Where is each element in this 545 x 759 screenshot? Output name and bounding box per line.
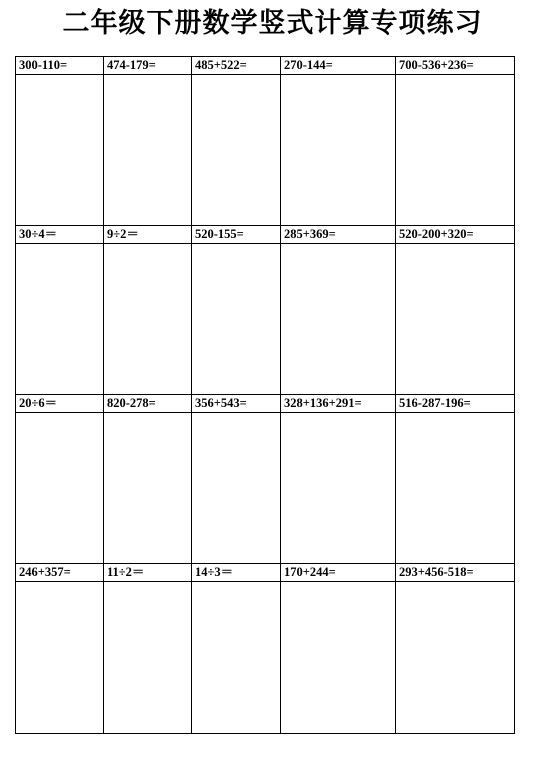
problem-cell[interactable] [281,564,396,733]
problem-cell[interactable] [396,57,514,226]
work-area[interactable] [192,413,280,563]
work-area[interactable] [104,75,191,225]
work-area[interactable] [192,244,280,394]
problem-expression: 270-144= [281,57,395,75]
problem-expression: 246+357= [16,564,103,582]
problem-expression: 700-536+236= [396,57,514,75]
problem-cell[interactable] [281,57,396,226]
problem-cell[interactable] [104,564,192,733]
work-area[interactable] [281,244,395,394]
work-area[interactable] [16,413,103,563]
work-area[interactable] [104,582,191,733]
problem-expression: 356+543= [192,395,280,413]
problem-cell[interactable] [281,226,396,395]
problem-expression: 516-287-196= [396,395,514,413]
problem-expression: 328+136+291= [281,395,395,413]
problem-cell[interactable] [104,395,192,564]
work-area[interactable] [396,244,514,394]
work-area[interactable] [281,582,395,733]
problem-cell[interactable] [396,226,514,395]
problem-cell[interactable] [281,395,396,564]
work-area[interactable] [281,75,395,225]
problem-cell[interactable] [192,226,281,395]
worksheet-grid [15,56,515,734]
problem-cell[interactable] [192,57,281,226]
page-title: 二年级下册数学竖式计算专项练习 [62,8,483,39]
problem-expression: 11÷2＝ [104,564,191,582]
problem-expression: 300-110= [16,57,103,75]
problem-expression: 520-200+320= [396,226,514,244]
work-area[interactable] [16,244,103,394]
work-area[interactable] [104,413,191,563]
work-area[interactable] [396,413,514,563]
problem-expression: 285+369= [281,226,395,244]
problem-expression: 30÷4＝ [16,226,103,244]
work-area[interactable] [16,75,103,225]
problem-expression: 293+456-518= [396,564,514,582]
problem-expression: 474-179= [104,57,191,75]
problem-cell[interactable] [396,395,514,564]
problem-cell[interactable] [192,564,281,733]
work-area[interactable] [104,244,191,394]
work-area[interactable] [192,582,280,733]
problem-expression: 485+522= [192,57,280,75]
problem-cell[interactable] [16,226,104,395]
work-area[interactable] [192,75,280,225]
work-area[interactable] [396,582,514,733]
problem-cell[interactable] [16,57,104,226]
work-area[interactable] [396,75,514,225]
work-area[interactable] [281,413,395,563]
problem-expression: 20÷6＝ [16,395,103,413]
problem-cell[interactable] [396,564,514,733]
problem-cell[interactable] [104,226,192,395]
problem-expression: 9÷2＝ [104,226,191,244]
problem-cell[interactable] [16,395,104,564]
problem-cell[interactable] [192,395,281,564]
problem-cell[interactable] [16,564,104,733]
problem-cell[interactable] [104,57,192,226]
problem-expression: 170+244= [281,564,395,582]
problem-expression: 820-278= [104,395,191,413]
problem-expression: 14÷3＝ [192,564,280,582]
problem-expression: 520-155= [192,226,280,244]
work-area[interactable] [16,582,103,733]
